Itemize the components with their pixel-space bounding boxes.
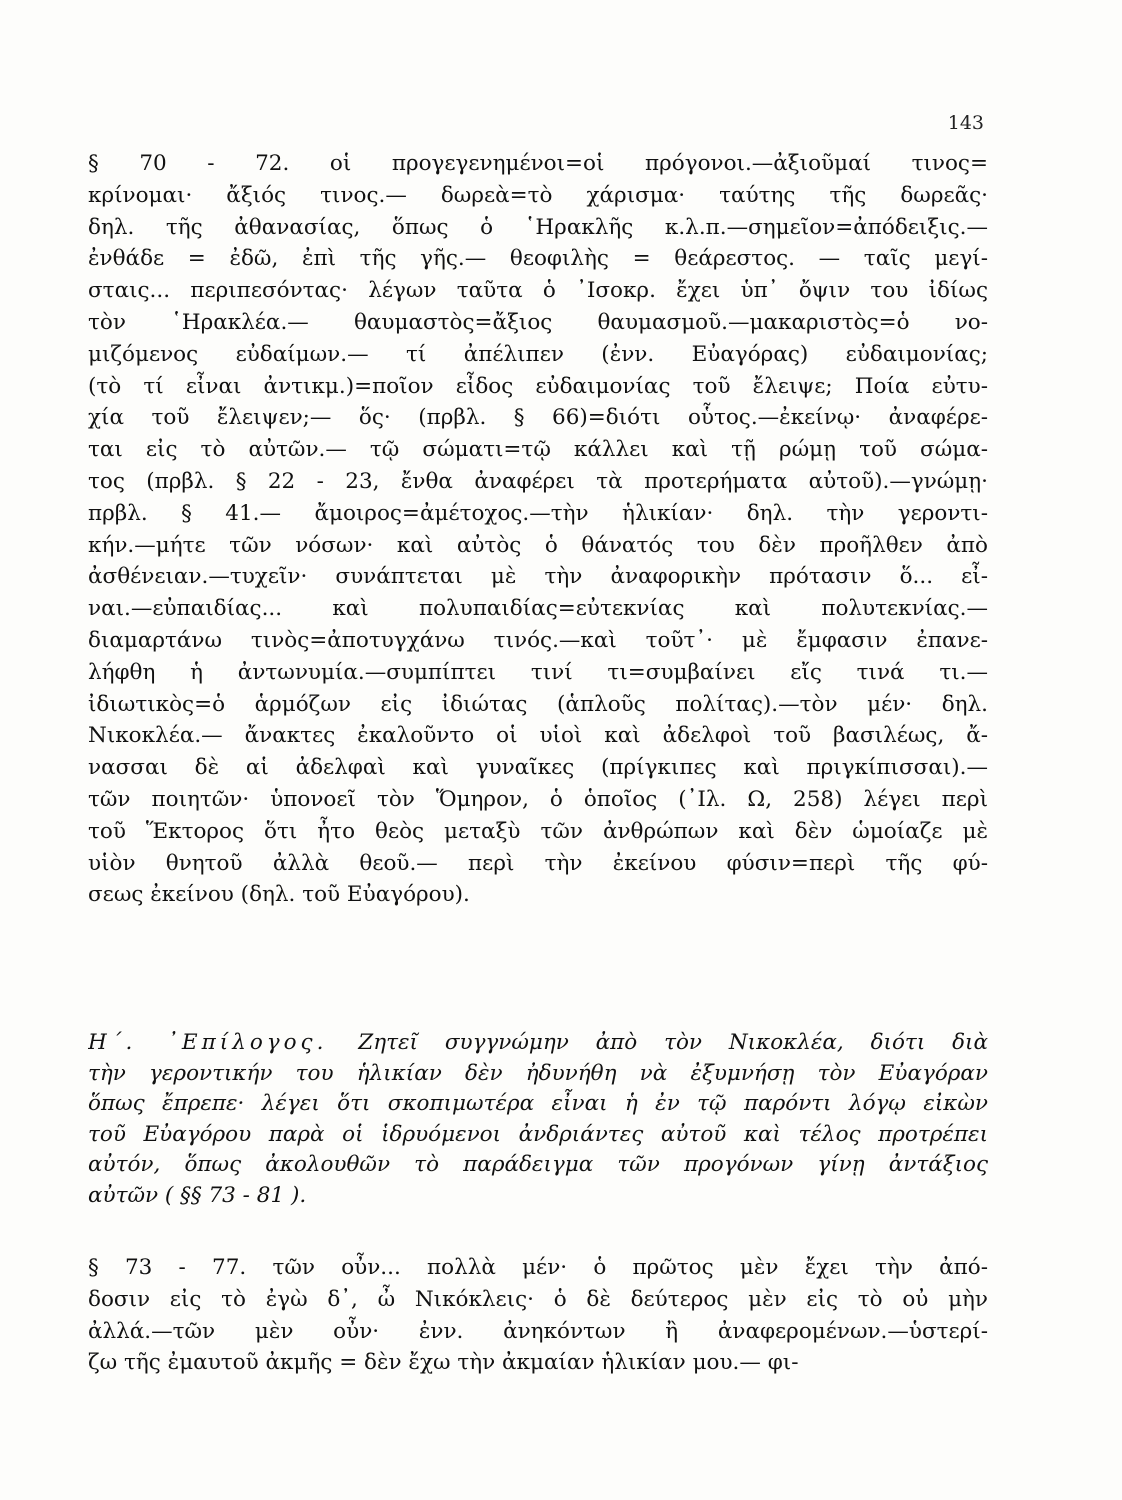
text-line [88, 498, 988, 530]
text-line [88, 371, 988, 403]
line-text: (τὸ τί εἶναι ἀντικμ.)=ποῖον εἶδος εὐδαιμονίας τοῦ ἔλειψε; Ποία εὐτυ- [88, 373, 988, 399]
text-line [88, 1316, 988, 1348]
line-text: χία τοῦ ἔλειψεν;— ὅς· (πρβλ. § 66)=διότι οὗτος.—ἐκείνῳ· ἀναφέρε- [88, 405, 988, 431]
text-line [88, 148, 988, 180]
line-text: § 73 - 77. τῶν οὖν... πολλὰ μέν· ὁ πρῶτος μὲν ἔχει τὴν ἀπό- [88, 1255, 988, 1280]
line-text: ἀλλά.—τῶν μὲν οὖν· ἐνν. ἀνηκόντων ἢ ἀναφερομένων.—ὑστερί- [88, 1318, 988, 1344]
text-line [88, 848, 988, 880]
line-text: § 70 - 72. οἱ προγεγενημένοι=οἱ πρόγονοι.—ἀξιοῦμαί τινος= [88, 151, 988, 176]
page-number: 143 [947, 112, 984, 134]
text-line [88, 625, 988, 657]
text-line [88, 657, 988, 689]
text-line [88, 180, 988, 212]
line-text: τὴν γεροντικήν του ἡλικίαν δὲν ἠδυνήθη νὰ ἐξυμνήσῃ τὸν Εὐαγόραν [88, 1060, 988, 1086]
line-text: δηλ. τῆς ἀθανασίας, ὅπως ὁ ῾Ηρακλῆς κ.λ.π.—σημεῖον=ἀπόδειξις.— [88, 214, 988, 240]
epilogue-summary [88, 1028, 988, 1212]
line-text: κήν.—μήτε τῶν νόσων· καὶ αὐτὸς ὁ θάνατός του δὲν προῆλθεν ἀπὸ [88, 532, 988, 558]
commentary-section-73-77 [88, 1252, 988, 1379]
line-text: ναι.—εὐπαιδίας... καὶ πολυπαιδίας=εὐτεκνίας καὶ πολυτεκνίας.— [88, 596, 988, 622]
line-text: υἱὸν θνητοῦ ἀλλὰ θεοῦ.— περὶ τὴν ἐκείνου φύσιν=περὶ τῆς φύ- [88, 850, 988, 876]
line-text: πρβλ. § 41.— ἄμοιρος=ἀμέτοχος.—τὴν ἡλικίαν· δηλ. τὴν γεροντι- [88, 500, 988, 526]
text-line [88, 1181, 988, 1212]
text-line [88, 1089, 988, 1120]
text-line [88, 561, 988, 593]
line-text: νασσαι δὲ αἱ ἀδελφαὶ καὶ γυναῖκες (πρίγκιπες καὶ πριγκίπισσαι).— [88, 755, 988, 781]
line-text: ἰδιωτικὸς=ὁ ἁρμόζων εἰς ἰδιώτας (ἁπλοῦς πολίτας).—τὸν μέν· δηλ. [88, 691, 988, 717]
line-text: διαμαρτάνω τινὸς=ἀποτυγχάνω τινός.—καὶ τοῦτ᾿· μὲ ἔμφασιν ἐπανε- [88, 627, 988, 653]
text-line [88, 1347, 988, 1379]
line-text: ἐνθάδε = ἐδῶ, ἐπὶ τῆς γῆς.— θεοφιλὴς = θεάρεστος. — ταῖς μεγί- [88, 246, 988, 272]
text-line [88, 1059, 988, 1090]
line-text: τῶν ποιητῶν· ὑπονοεῖ τὸν Ὅμηρον, ὁ ὁποῖος (᾿Ιλ. Ω, 258) λέγει περὶ [88, 786, 988, 812]
line-text: τοῦ Ἕκτορος ὅτι ἦτο θεὸς μεταξὺ τῶν ἀνθρώπων καὶ δὲν ὡμοίαζε μὲ [88, 818, 988, 844]
text-line [88, 1120, 988, 1151]
text-line [88, 212, 988, 244]
text-line [88, 275, 988, 307]
line-text: Ζητεῖ συγγνώμην ἀπὸ τὸν Νικοκλέα, διότι διὰ [358, 1030, 988, 1055]
text-line [88, 434, 988, 466]
text-line [88, 1150, 988, 1181]
line-text: τος (πρβλ. § 22 - 23, ἔνθα ἀναφέρει τὰ προτερήματα αὐτοῦ).—γνώμῃ· [88, 468, 988, 494]
epilogue-heading: Η΄. ᾿Επίλογος. [88, 1030, 359, 1055]
text-line [88, 1284, 988, 1316]
line-text: αὐτῶν ( §§ 73 - 81 ). [88, 1182, 307, 1208]
line-text: τὸν ῾Ηρακλέα.— θαυμαστὸς=ἄξιος θαυμασμοῦ.—μακαριστὸς=ὁ νο- [88, 309, 988, 335]
text-line [88, 720, 988, 752]
line-text: ἀσθένειαν.—τυχεῖν· συνάπτεται μὲ τὴν ἀναφορικὴν πρότασιν ὅ... εἶ- [88, 564, 988, 590]
line-text: Νικοκλέα.— ἄνακτες ἐκαλοῦντο οἱ υἱοὶ καὶ ἀδελφοὶ τοῦ βασιλέως, ἄ- [88, 723, 988, 749]
line-text: δοσιν εἰς τὸ ἐγὼ δ᾿, ὦ Νικόκλεις· ὁ δὲ δεύτερος μὲν εἰς τὸ οὐ μὴν [88, 1286, 988, 1312]
text-line [88, 243, 988, 275]
text-line [88, 1252, 988, 1284]
text-line [88, 752, 988, 784]
line-text: σταις... περιπεσόντας· λέγων ταῦτα ὁ ᾿Ισοκρ. ἔχει ὑπ᾿ ὄψιν του ἰδίως [88, 278, 988, 304]
text-line [88, 466, 988, 498]
commentary-section-70-72 [88, 148, 988, 911]
text-line [88, 816, 988, 848]
text-line [88, 339, 988, 371]
text-line [88, 307, 988, 339]
line-text: μιζόμενος εὐδαίμων.— τί ἀπέλιπεν (ἐνν. Εὐαγόρας) εὐδαιμονίας; [88, 341, 988, 367]
line-text: ζω τῆς ἐμαυτοῦ ἀκμῆς = δὲν ἔχω τὴν ἀκμαίαν ἡλικίαν μου.— φι- [88, 1350, 799, 1376]
text-line [88, 530, 988, 562]
text-line [88, 402, 988, 434]
line-text: λήφθη ἡ ἀντωνυμία.—συμπίπτει τινί τι=συμβαίνει εἴς τινά τι.— [88, 659, 988, 685]
line-text: σεως ἐκείνου (δηλ. τοῦ Εὐαγόρου). [88, 882, 470, 908]
line-text: αὐτόν, ὅπως ἀκολουθῶν τὸ παράδειγμα τῶν προγόνων γίνῃ ἀντάξιος [88, 1152, 988, 1178]
text-line [88, 593, 988, 625]
text-line [88, 689, 988, 721]
line-text: ται εἰς τὸ αὐτῶν.— τῷ σώματι=τῷ κάλλει καὶ τῇ ρώμῃ τοῦ σώμα- [88, 437, 988, 463]
line-text: κρίνομαι· ἄξιός τινος.— δωρεὰ=τὸ χάρισμα· ταύτης τῆς δωρεᾶς· [88, 182, 988, 208]
text-line [88, 784, 988, 816]
line-text: ὅπως ἔπρεπε· λέγει ὅτι σκοπιμωτέρα εἶναι ἡ ἐν τῷ παρόντι λόγῳ εἰκὼν [88, 1091, 988, 1117]
text-line [88, 1028, 988, 1059]
text-line [88, 879, 988, 911]
line-text: τοῦ Εὐαγόρου παρὰ οἱ ἱδρυόμενοι ἀνδριάντες αὐτοῦ καὶ τέλος προτρέπει [88, 1121, 988, 1147]
